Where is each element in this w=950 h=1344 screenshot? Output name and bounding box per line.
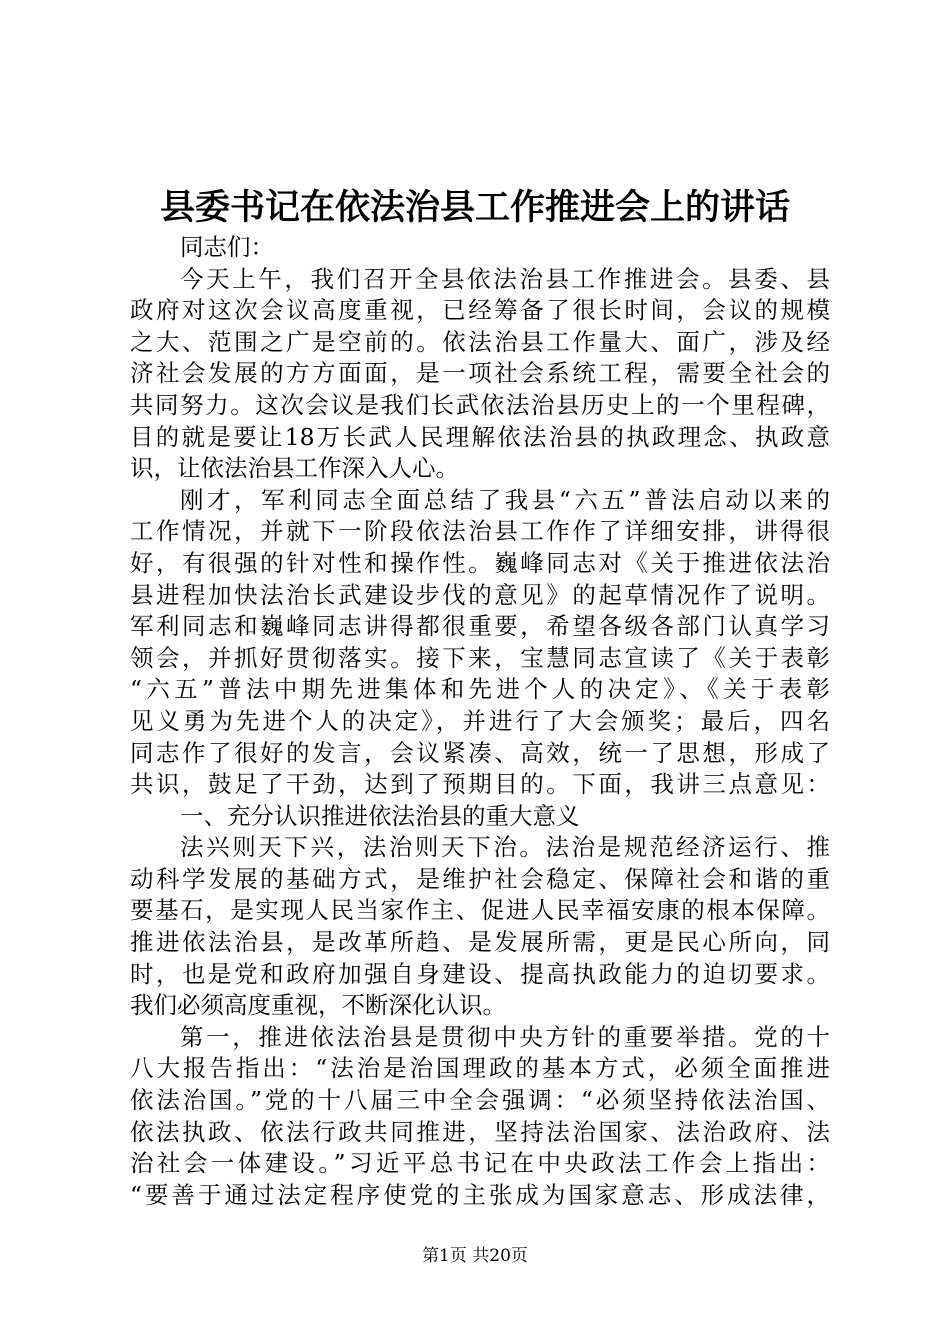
text-line: 依法执政、依法行政共同推进，坚持法治国家、法治政府、法 [130,1117,830,1146]
text-line: 之大、范围之广是空前的。依法治县工作量大、面广，涉及经 [130,327,830,356]
document-title: 县委书记在依法治县工作推进会上的讲话 [159,187,790,228]
text-line: 一、充分认识推进依法治县的重大意义 [180,801,580,830]
text-line: 军利同志和巍峰同志讲得都很重要，希望各级各部门认真学习 [130,612,830,641]
text-line: 同志作了很好的发言，会议紧凑、高效，统一了思想，形成了 [130,738,830,767]
text-line: 目的就是要让18万长武人民理解依法治县的执政理念、执政意 [130,422,830,451]
text-line: 好，有很强的针对性和操作性。巍峰同志对《关于推进依法治 [130,548,830,577]
text-line: 要基石，是实现人民当家作主、促进人民幸福安康的根本保障。 [130,896,830,925]
text-line: 识，让依法治县工作深入人心。 [130,454,459,483]
text-line: 依法治国。”党的十八届三中全会强调：“必须坚持依法治国、 [130,1086,830,1115]
text-line: 动科学发展的基础方式，是维护社会稳定、保障社会和谐的重 [130,864,830,893]
text-line: 共识，鼓足了干劲，达到了预期目的。下面，我讲三点意见： [130,770,830,799]
text-line: 县进程加快法治长武建设步伐的意见》的起草情况作了说明。 [130,580,830,609]
text-line: 第一，推进依法治县是贯彻中央方针的重要举措。党的十 [180,1022,830,1051]
text-line: 领会，并抓好贯彻落实。接下来，宝慧同志宣读了《关于表彰 [130,643,830,672]
text-line: 今天上午，我们召开全县依法治县工作推进会。县委、县 [180,264,830,293]
text-line: 时，也是党和政府加强自身建设、提高执政能力的迫切要求。 [130,959,830,988]
text-line: 济社会发展的方方面面，是一项社会系统工程，需要全社会的 [130,359,830,388]
text-line: 我们必须高度重视，不断深化认识。 [130,991,506,1020]
text-line: “要善于通过法定程序使党的主张成为国家意志、形成法律， [130,1180,830,1209]
text-line: 共同努力。这次会议是我们长武依法治县历史上的一个里程碑， [130,390,830,419]
text-line: 工作情况，并就下一阶段依法治县工作作了详细安排，讲得很 [130,517,830,546]
text-line: 推进依法治县，是改革所趋、是发展所需，更是民心所向，同 [130,928,830,957]
document-body [130,232,830,1211]
text-line: 同志们： [180,233,274,261]
page-footer: 第1页 共20页 [422,1246,528,1266]
text-line: 见义勇为先进个人的决定》，并进行了大会颁奖；最后，四名 [130,706,830,735]
text-line: 治社会一体建设。”习近平总书记在中央政法工作会上指出： [130,1149,830,1178]
text-line: 八大报告指出：“法治是治国理政的基本方式，必须全面推进 [130,1054,830,1083]
text-line: “六五”普法中期先进集体和先进个人的决定》、《关于表彰 [130,675,830,704]
text-line: 刚才，军利同志全面总结了我县“六五”普法启动以来的 [180,485,830,514]
text-line: 法兴则天下兴，法治则天下治。法治是规范经济运行、推 [180,833,830,862]
text-line: 政府对这次会议高度重视，已经筹备了很长时间，会议的规模 [130,296,830,325]
